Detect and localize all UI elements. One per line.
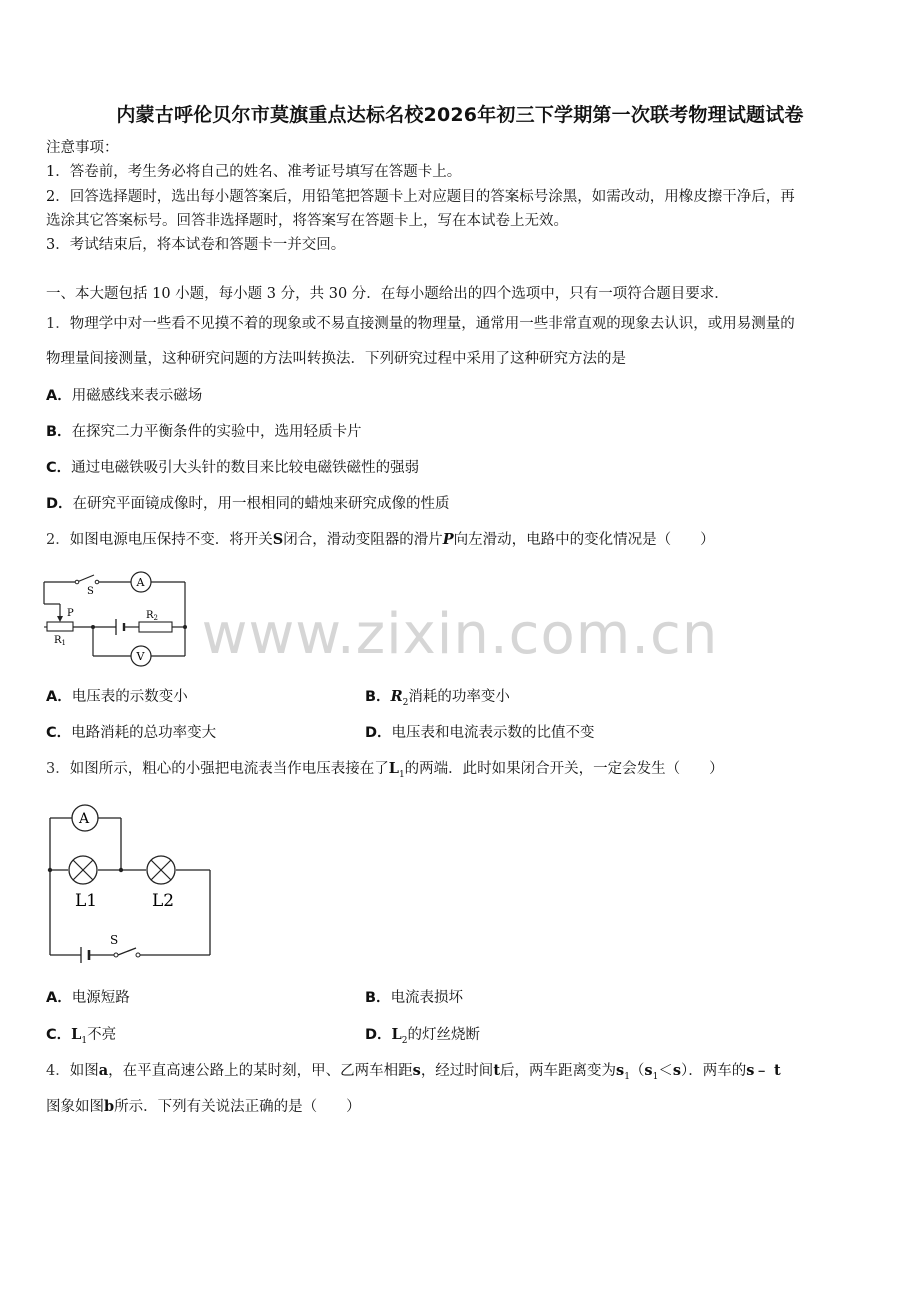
option-text: 通过电磁铁吸引大头针的数目来比较电磁铁磁性的强弱 xyxy=(71,460,420,476)
stem-text: 如图所示，粗心的小强把电流表当作电压表接在了 xyxy=(69,761,389,777)
question-number: 3． xyxy=(46,761,70,777)
notice-item-1: 1．答卷前，考生务必将自己的姓名、准考证号填写在答题卡上。 xyxy=(46,164,462,180)
subscript: 1 xyxy=(624,1071,630,1082)
lamp-symbol: L xyxy=(71,1026,82,1043)
question-1-line2: 物理量间接测量，这种研究问题的方法叫转换法．下列研究过程中采用了这种研究方法的是 xyxy=(46,351,626,367)
question-4-line2 xyxy=(46,1097,361,1117)
q3-option-c[interactable] xyxy=(46,1025,116,1051)
stem-text: 所示．下列有关说法正确的是（ ） xyxy=(114,1099,361,1115)
switch-contact xyxy=(95,580,99,584)
lamp-symbol: L xyxy=(388,760,399,777)
lamp-symbol: L xyxy=(391,1026,402,1043)
switch-blade xyxy=(118,948,136,955)
q2-option-c[interactable] xyxy=(46,723,216,743)
switch-label: S xyxy=(110,933,119,947)
st-label: s﹣ t xyxy=(746,1062,781,1079)
option-text: 消耗的功率变小 xyxy=(408,689,510,705)
variable-t: t xyxy=(493,1062,501,1079)
q2-option-a[interactable] xyxy=(46,687,188,707)
slider-label: P xyxy=(67,608,74,619)
option-text: 用磁感线来表示磁场 xyxy=(71,388,203,404)
ammeter-label: A xyxy=(79,811,90,827)
variable-s: s xyxy=(412,1062,421,1079)
notice-item-2: 2．回答选择题时，选出每小题答案后，用铅笔把答题卡上对应题目的答案标号涂黑，如需改动，用橡皮擦干净后，再 xyxy=(46,189,795,205)
stem-text: 如图 xyxy=(69,1063,99,1079)
q1-option-c[interactable] xyxy=(46,458,419,478)
variable-s: s xyxy=(644,1062,653,1079)
option-letter: B． xyxy=(46,424,72,440)
circuit-diagram-q3 xyxy=(44,800,216,968)
q1-option-a[interactable] xyxy=(46,386,202,406)
junction-dot xyxy=(48,868,52,872)
watermark: www.zixin.com.cn xyxy=(201,602,719,667)
section-heading: 一、本大题包括 10 小题，每小题 3 分，共 30 分．在每小题给出的四个选项中，只有一项符合题目要求． xyxy=(46,286,729,302)
q1-option-b[interactable] xyxy=(46,422,362,442)
stem-text: 闭合，滑动变阻器的滑片 xyxy=(283,532,443,548)
slider-symbol: P xyxy=(442,531,454,548)
option-text: 电路消耗的总功率变大 xyxy=(71,725,217,741)
lamp-l1-label: L1 xyxy=(75,891,98,911)
question-number: 4． xyxy=(46,1063,70,1079)
subscript: 1 xyxy=(81,1035,88,1046)
question-number: 2． xyxy=(46,532,70,548)
question-number: 1． xyxy=(46,316,70,332)
option-letter: D． xyxy=(46,496,73,512)
r2-label: $R_2$ xyxy=(146,610,158,622)
question-2-stem xyxy=(46,530,715,550)
switch-label: S xyxy=(87,586,94,597)
subscript: 1 xyxy=(652,1071,659,1082)
question-1-line1: 物理学中对一些看不见摸不着的现象或不易直接测量的物理量，通常用一些非常直观的现象去认识，或用易测量的 xyxy=(69,316,795,332)
page-title: 内蒙古呼伦贝尔市莫旗重点达标名校2026年初三下学期第一次联考物理试题试卷 xyxy=(116,104,804,126)
option-letter: A． xyxy=(46,388,72,404)
option-letter: C． xyxy=(46,725,72,741)
stem-text: ）．两车的 xyxy=(681,1063,747,1079)
option-letter: B． xyxy=(365,689,391,705)
stem-text: 的两端．此时如果闭合开关，一定会发生（ ） xyxy=(404,761,724,777)
subscript: 2 xyxy=(401,1035,408,1046)
variable-s: s xyxy=(616,1062,625,1079)
stem-text: 如图电源电压保持不变．将开关 xyxy=(69,532,273,548)
r1-label: $R_1$ xyxy=(54,635,66,647)
q2-option-d[interactable] xyxy=(365,723,595,743)
option-text: 电流表损坏 xyxy=(390,990,464,1006)
stem-text: 图象如图 xyxy=(46,1099,104,1115)
option-text: 的灯丝烧断 xyxy=(407,1027,480,1043)
option-text: 电压表和电流表示数的比值不变 xyxy=(391,725,595,741)
junction-dot xyxy=(119,868,123,872)
switch-blade xyxy=(77,575,94,582)
notice-item-3: 3．考试结束后，将本试卷和答题卡一并交回。 xyxy=(46,237,346,253)
option-letter: C． xyxy=(46,1027,72,1043)
option-text: 不亮 xyxy=(87,1027,117,1043)
subscript: 2 xyxy=(402,697,409,708)
switch-contact xyxy=(136,953,140,957)
stem-text: ，经过时间 xyxy=(420,1063,494,1079)
option-letter: A． xyxy=(46,990,72,1006)
question-3-stem xyxy=(46,759,724,785)
question-4-stem xyxy=(46,1061,781,1087)
variable-r: R xyxy=(390,688,403,705)
option-letter: D． xyxy=(365,1027,392,1043)
lamp-l2-label: L2 xyxy=(152,891,175,911)
figure-ref: b xyxy=(104,1098,115,1115)
notice-item-2-cont: 选涂其它答案标号。回答非选择题时，将答案写在答题卡上，写在本试卷上无效。 xyxy=(46,213,568,229)
q3-option-a[interactable] xyxy=(46,988,130,1008)
ammeter-label: A xyxy=(136,576,145,589)
figure-ref: a xyxy=(98,1062,109,1079)
stem-text: （ xyxy=(629,1063,645,1079)
q3-option-b[interactable] xyxy=(365,988,463,1008)
subscript: 1 xyxy=(398,769,405,780)
option-letter: D． xyxy=(365,725,392,741)
q1-option-d[interactable] xyxy=(46,494,450,514)
option-letter: A． xyxy=(46,689,72,705)
option-letter: B． xyxy=(365,990,391,1006)
option-text: 在探究二力平衡条件的实验中，选用轻质卡片 xyxy=(71,424,362,440)
option-text: 在研究平面镜成像时，用一根相同的蜡烛来研究成像的性质 xyxy=(72,496,450,512)
switch-symbol: S xyxy=(272,531,284,548)
stem-text: 向左滑动，电路中的变化情况是（ ） xyxy=(453,532,715,548)
question-1-stem xyxy=(46,314,795,334)
stem-text: ，在平直高速公路上的某时刻，甲、乙两车相距 xyxy=(108,1063,413,1079)
option-letter: C． xyxy=(46,460,72,476)
switch-contact xyxy=(114,953,118,957)
option-text: 电压表的示数变小 xyxy=(71,689,188,705)
stem-text: 后，两车距离变为 xyxy=(500,1063,617,1079)
q3-option-d[interactable] xyxy=(365,1025,480,1051)
stem-text: ＜ xyxy=(658,1063,673,1079)
variable-s: s xyxy=(672,1062,681,1079)
voltmeter-label: V xyxy=(136,650,145,663)
switch-contact xyxy=(75,580,79,584)
q2-option-b[interactable] xyxy=(365,687,510,713)
notice-heading: 注意事项： xyxy=(46,140,119,156)
option-text: 电源短路 xyxy=(71,990,130,1006)
